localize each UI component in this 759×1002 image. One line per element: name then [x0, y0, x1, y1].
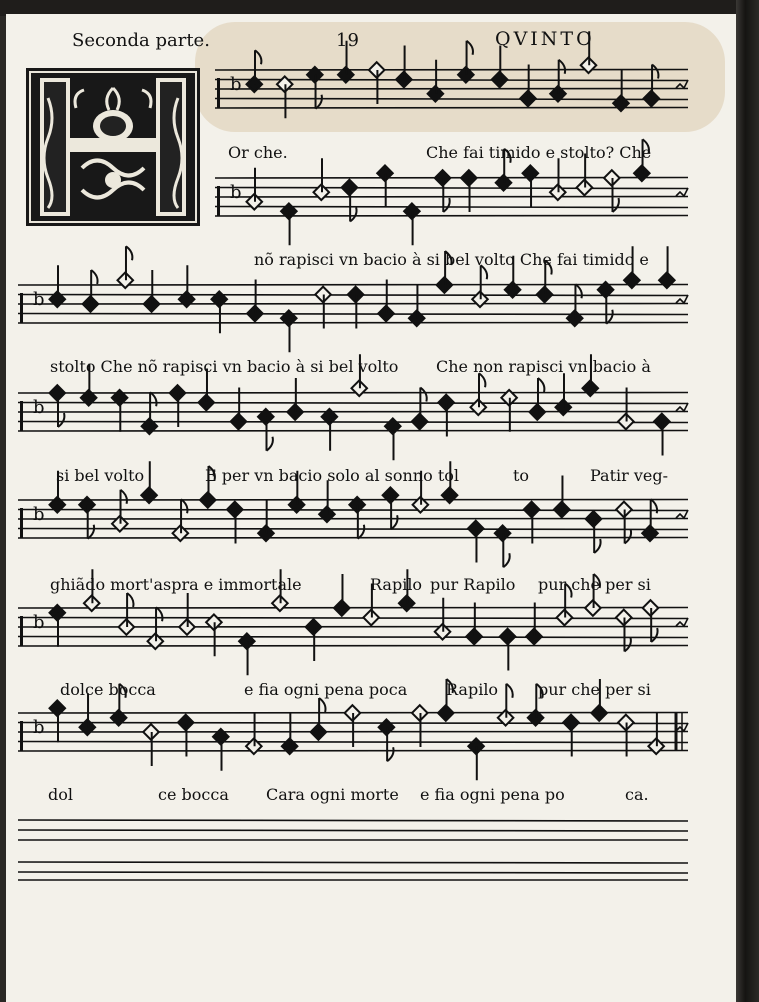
clef-mark [20, 401, 23, 431]
flat-sign: b [33, 397, 45, 418]
clef-mark [20, 508, 23, 538]
empty-staff-line [18, 862, 688, 863]
flat-sign: b [33, 717, 45, 738]
lyric-line-1a: Or che. [228, 143, 288, 162]
staff-line [18, 637, 688, 638]
staff-line [18, 323, 688, 324]
lyric-line-6c: Rapilo [446, 680, 499, 699]
flat-sign: b [33, 289, 45, 310]
lyric-line-4c: to [513, 466, 530, 485]
empty-staff-line [18, 830, 688, 831]
voice-label: QVINTO [495, 28, 595, 50]
lyric-line-4a: si bel volto [56, 466, 145, 485]
staff-line [215, 197, 688, 198]
lyric-line-5d: pur che per si [538, 575, 651, 594]
staff-line [18, 304, 688, 305]
lyric-line-5a: ghiãdo mort'aspra e immortale [50, 575, 302, 594]
staff-line [18, 422, 688, 423]
staff-line [215, 188, 688, 189]
staff-line [18, 412, 688, 413]
lyric-line-1b: Che fai timido e stolto? Che [426, 143, 652, 162]
lyric-line-2: nõ rapisci vn bacio à si bel volto Che fai timido e [254, 250, 649, 269]
part-label: Seconda parte. [72, 30, 210, 51]
lyric-line-3a: stolto Che nõ rapisci vn bacio à si bel volto [50, 357, 399, 376]
clef-mark [20, 616, 23, 646]
lyric-line-6a: dolce bocca [60, 680, 156, 699]
flat-sign: b [33, 504, 45, 525]
clef-mark [20, 293, 23, 323]
lyric-line-7c: Cara ogni morte [266, 785, 399, 804]
clef-mark [20, 721, 23, 751]
lyric-line-6b: e fia ogni pena poca [244, 680, 408, 699]
clef-mark [217, 78, 220, 108]
staff-line [18, 285, 688, 286]
staff-line [18, 751, 688, 752]
lyric-line-7b: ce bocca [158, 785, 229, 804]
lyric-line-3b: Che non rapisci vn bacio à [436, 357, 651, 376]
lyric-line-7d: e fia ogni pena po [420, 785, 565, 804]
staff-line [18, 314, 688, 315]
lyric-line-6d: pur che per si [538, 680, 651, 699]
staff-line [18, 431, 688, 432]
empty-staff-line [18, 820, 688, 821]
lyric-line-7e: ca. [625, 785, 649, 804]
lyric-line-5c: pur Rapilo [430, 575, 516, 594]
lyric-line-4d: Patir veg- [590, 466, 669, 485]
lyric-line-7a: dol [48, 785, 73, 804]
staff-line [215, 70, 688, 71]
lyric-line-5b: Rapilo [370, 575, 423, 594]
page-number: 19 [336, 30, 359, 51]
clef-mark [217, 186, 220, 216]
staff-line [18, 618, 688, 619]
flat-sign: b [230, 182, 242, 203]
staff-line [18, 646, 688, 647]
staff-line [18, 538, 688, 539]
lyric-line-4b: E per vn bacio solo al sonno tol [205, 466, 459, 485]
flat-sign: b [33, 612, 45, 633]
flat-sign: b [230, 74, 242, 95]
empty-staff-line [18, 872, 688, 873]
